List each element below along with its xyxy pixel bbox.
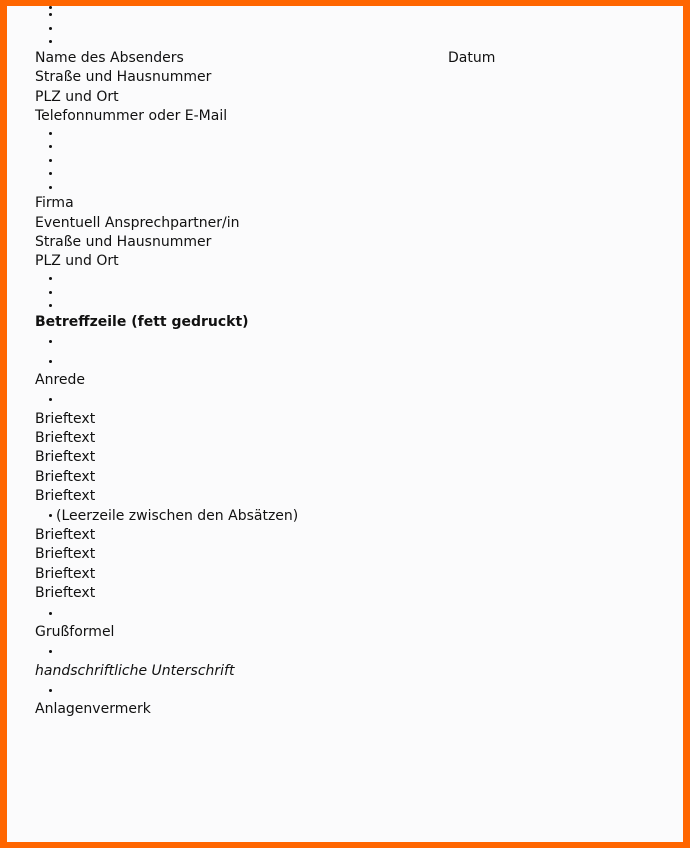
sender-street: Straße und Hausnummer (35, 69, 212, 86)
blank-line (35, 22, 675, 36)
blank-line (35, 332, 675, 351)
recipient-contact-person: Eventuell Ansprechpartner/in (35, 214, 240, 231)
body-line: Brieftext (35, 468, 96, 485)
body-line: Brieftext (35, 546, 96, 563)
recipient-city: PLZ und Ort (35, 253, 119, 270)
enclosure: Anlagenvermerk (35, 701, 151, 718)
body-line: Brieftext (35, 526, 96, 543)
sender-name: Name des Absenders (35, 49, 184, 66)
blank-line (35, 390, 675, 409)
sender-name-row (35, 49, 675, 68)
body-line: Brieftext (35, 488, 96, 505)
date-field: Datum (448, 49, 496, 66)
blank-line (35, 681, 675, 700)
body-line: Brieftext (35, 410, 96, 427)
blank-line (35, 35, 675, 49)
body-line: Brieftext (35, 585, 96, 602)
recipient-company: Firma (35, 195, 74, 212)
blank-line (35, 8, 675, 22)
subject-line: Betreffzeile (fett gedruckt) (35, 313, 249, 330)
salutation: Anrede (35, 371, 86, 388)
blank-line (35, 285, 675, 299)
letter-template (35, 6, 675, 720)
sender-contact: Telefonnummer oder E-Mail (35, 107, 228, 124)
bullet-icon (49, 514, 52, 517)
blank-line (35, 351, 675, 370)
body-line: Brieftext (35, 449, 96, 466)
blank-line (35, 299, 675, 313)
body-line: Brieftext (35, 565, 96, 582)
signature: handschriftliche Unterschrift (35, 662, 235, 679)
paragraph-note-row (35, 507, 675, 526)
document-page (7, 6, 683, 842)
recipient-street: Straße und Hausnummer (35, 234, 212, 251)
blank-line (35, 181, 675, 195)
blank-line (35, 154, 675, 168)
sender-city: PLZ und Ort (35, 88, 119, 105)
closing: Grußformel (35, 623, 115, 640)
blank-line (35, 642, 675, 661)
blank-line (35, 140, 675, 154)
body-line: Brieftext (35, 430, 96, 446)
paragraph-note: (Leerzeile zwischen den Absätzen) (56, 507, 299, 524)
blank-line (35, 604, 675, 623)
blank-line (35, 272, 675, 286)
blank-line (35, 126, 675, 140)
blank-line (35, 167, 675, 181)
